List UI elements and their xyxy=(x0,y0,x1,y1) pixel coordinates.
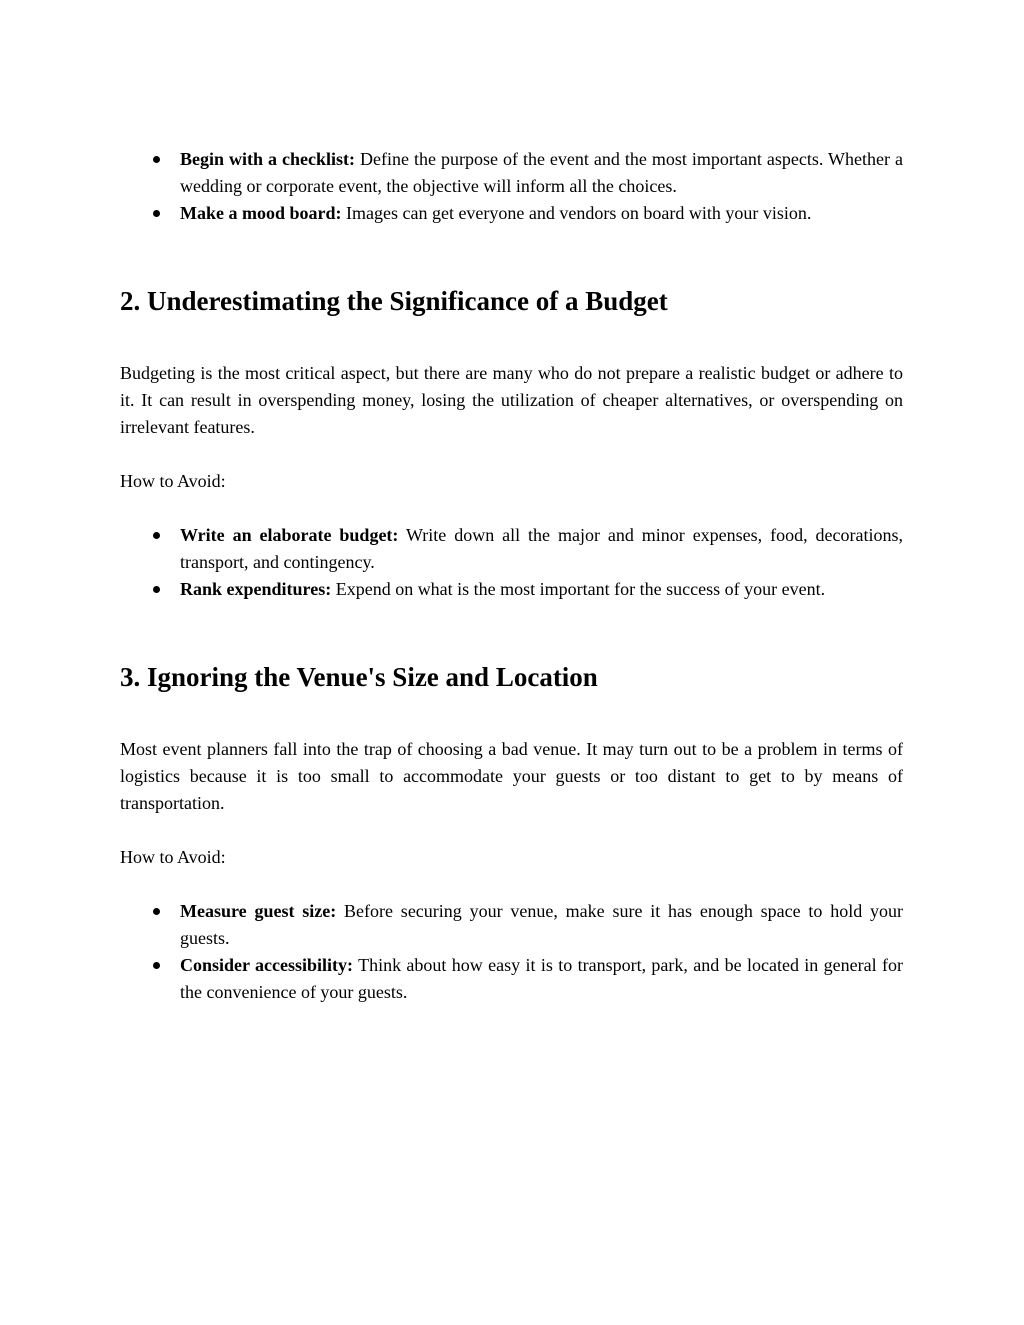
bullet-icon xyxy=(153,962,160,969)
list-item-bold-label: Consider accessibility: xyxy=(180,955,354,975)
how-to-avoid-label: How to Avoid: xyxy=(120,847,226,867)
list-item xyxy=(180,200,903,227)
list-item-bold-label: Measure guest size: xyxy=(180,901,337,921)
section-venue xyxy=(120,660,903,1006)
list-item xyxy=(180,522,903,576)
list-item-text: Expend on what is the most important for the success of your event. xyxy=(331,579,826,599)
intro-bullet-list xyxy=(120,146,903,227)
list-item-bold-label: Rank expenditures: xyxy=(180,579,332,599)
section-paragraph: Most event planners fall into the trap of choosing a bad venue. It may turn out to be a problem in terms of logistics because it is too small to accommodate your guests or too distant to get to by means of transportation. xyxy=(120,739,903,813)
section-heading: 3. Ignoring the Venue's Size and Location xyxy=(120,662,598,692)
list-item-bold-label: Begin with a checklist: xyxy=(180,149,355,169)
bullet-icon xyxy=(153,156,160,163)
list-item-bold-label: Make a mood board: xyxy=(180,203,342,223)
bullet-icon xyxy=(153,908,160,915)
list-item-text: Define the purpose of the event and the most important aspects. Whether a wedding or corporate event, the objective will inform all the choices. xyxy=(180,149,903,196)
how-to-avoid-label: How to Avoid: xyxy=(120,471,226,491)
section-bullet-list xyxy=(120,898,903,1006)
list-item xyxy=(180,576,903,603)
bullet-icon xyxy=(153,532,160,539)
section-paragraph: Budgeting is the most critical aspect, but there are many who do not prepare a realistic budget or adhere to it. It can result in overspending money, losing the utilization of cheaper alternatives, or overspending on irrelevant features. xyxy=(120,363,903,437)
list-item xyxy=(180,952,903,1006)
list-item-bold-label: Write an elaborate budget: xyxy=(180,525,399,545)
list-item-text: Images can get everyone and vendors on board with your vision. xyxy=(341,203,812,223)
list-item-text: Think about how easy it is to transport, park, and be located in general for the convenience of your guests. xyxy=(180,955,903,1002)
bullet-icon xyxy=(153,210,160,217)
list-item-text: Write down all the major and minor expenses, food, decorations, transport, and contingency. xyxy=(180,525,903,572)
section-budget xyxy=(120,284,903,603)
section-heading: 2. Underestimating the Significance of a Budget xyxy=(120,286,668,316)
section-bullet-list xyxy=(120,522,903,603)
list-item xyxy=(180,146,903,200)
list-item-text: Before securing your venue, make sure it has enough space to hold your guests. xyxy=(180,901,903,948)
bullet-icon xyxy=(153,586,160,593)
list-item xyxy=(180,898,903,952)
